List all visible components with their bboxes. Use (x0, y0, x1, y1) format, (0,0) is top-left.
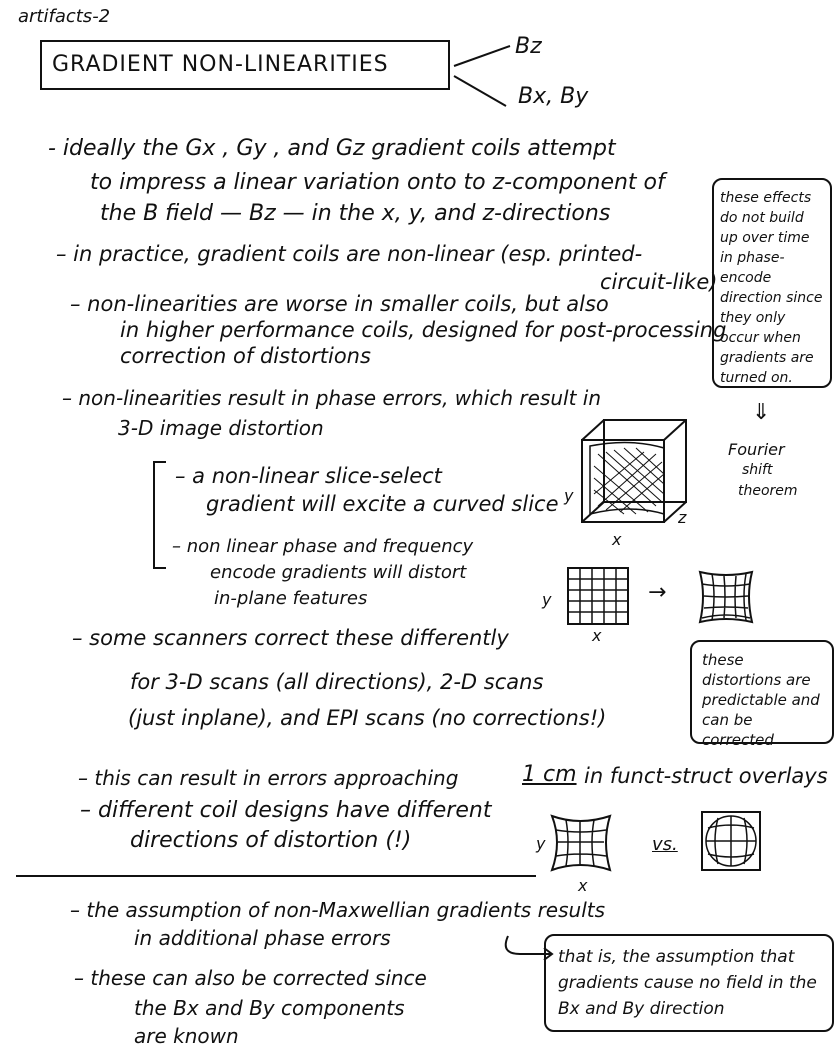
sub-bullet-1-line-1: – a non-linear slice-select (175, 464, 442, 488)
bullet-1-line-1: - ideally the Gx , Gy , and Gz gradient coils attempt (48, 136, 616, 161)
bullet-6-measure: 1 cm (522, 762, 577, 787)
pincushion-grid-figure (700, 810, 764, 874)
bullet-3-line-2: in higher performance coils, designed for post-processing (120, 318, 727, 342)
sub-bullet-2-line-2: encode gradients will distort (210, 562, 467, 583)
side-note-distortions-text: these distortions are predictable and can be corrected (702, 651, 820, 749)
barrel-distortion-grid-figure (548, 812, 616, 876)
vs-label: vs. (652, 834, 678, 855)
bullet-6-text: – this can result in errors approaching (78, 766, 459, 790)
grid2-x-label: x (578, 876, 588, 895)
sub-bullet-1-line-2: gradient will excite a curved slice (206, 492, 559, 516)
cube-y-label: y (564, 486, 574, 505)
regular-grid-figure (566, 566, 632, 628)
bullet-1-line-2: to impress a linear variation onto to z-component of (90, 170, 665, 195)
bullet-2-line-2: circuit-like) (600, 270, 718, 294)
side-note-effects-text: these effects do not build up over time in phase-encode direction since they only occur when gradients are turned on. (720, 190, 823, 386)
side-note-assumption-text: that is, the assumption that gradients cause no field in the Bx and By direction (558, 947, 817, 1019)
branch-bz: Bz (515, 34, 542, 59)
distortion-arrow-icon: → (648, 580, 667, 605)
bullet-5-line-3: (just inplane), and EPI scans (no corrections!) (128, 706, 607, 730)
bullet-5-line-2: for 3-D scans (all directions), 2-D scans (130, 670, 544, 694)
side-note-effects-box (712, 178, 832, 388)
grid2-y-label: y (536, 834, 546, 853)
sub-bullet-bracket (150, 460, 170, 572)
bullet-3-line-1: – non-linearities are worse in smaller coils, but also (70, 292, 609, 316)
bullet-5-line-1: – some scanners correct these differently (72, 626, 509, 650)
bullet-7-line-1: – different coil designs have different (80, 798, 492, 823)
cube-z-label: z (678, 508, 687, 527)
bullet-9-line-3: are known (134, 1024, 239, 1048)
side-note-assumption-box (544, 934, 834, 1032)
page-corner-label: artifacts-2 (18, 6, 111, 27)
side-note-distortions-box (690, 640, 834, 749)
bullet-9-line-2: the Bx and By components (134, 996, 405, 1020)
bullet-2-line-1: – in practice, gradient coils are non-linear (esp. printed- (56, 242, 643, 266)
bullet-4-line-2: 3-D image distortion (118, 416, 324, 440)
bullet-8-line-2: in additional phase errors (134, 926, 391, 950)
grid-x-label: x (592, 626, 602, 645)
cube-x-label: x (612, 530, 622, 549)
down-arrow-icon: ⇓ (752, 400, 771, 425)
section-divider (16, 874, 616, 878)
fourier-line-2: shift (742, 462, 773, 478)
sub-bullet-2-line-1: – non linear phase and frequency (172, 536, 474, 557)
grid-y-label: y (542, 590, 552, 609)
bullet-8-line-1: – the assumption of non-Maxwellian gradients results (70, 898, 606, 922)
distorted-grid-figure (698, 568, 756, 626)
bullet-9-line-1: – these can also be corrected since (74, 966, 427, 990)
bullet-1-line-3: the B field — Bz — in the x, y, and z-directions (100, 201, 611, 226)
bullet-6-tail: in funct-struct overlays (584, 764, 828, 788)
fourier-line-3: theorem (738, 483, 798, 499)
bullet-3-line-3: correction of distortions (120, 344, 371, 368)
page-title: GRADIENT NON-LINEARITIES (52, 52, 389, 77)
bullet-7-line-2: directions of distortion (!) (130, 828, 412, 853)
fourier-line-1: Fourier (728, 440, 785, 459)
bullet-4-line-1: – non-linearities result in phase errors, which result in (62, 386, 602, 410)
branch-bx-by: Bx, By (518, 84, 589, 109)
sub-bullet-2-line-3: in-plane features (214, 588, 368, 609)
